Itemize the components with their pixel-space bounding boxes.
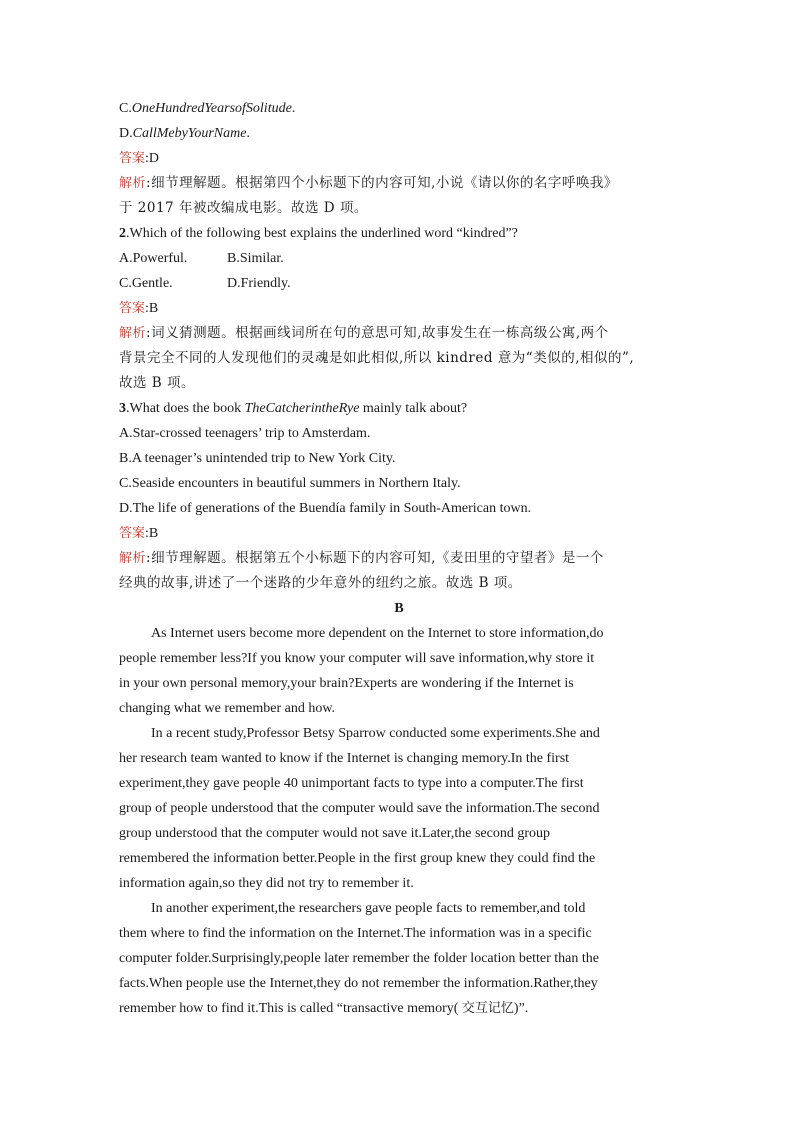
- analysis-text: :细节理解题。根据第五个小标题下的内容可知,《麦田里的守望者》是一个: [146, 550, 604, 566]
- q2-question: [119, 221, 679, 246]
- passage-text: )”.: [513, 1001, 529, 1016]
- q3-option-b: B.A teenager’s unintended trip to New York City.: [119, 451, 396, 466]
- passage-p1-line: As Internet users become more dependent on the Internet to store information,do: [151, 626, 604, 641]
- option-b: B.Similar.: [227, 251, 284, 266]
- q2-answer: [119, 296, 679, 321]
- option-d: D.Friendly.: [227, 276, 291, 291]
- q3-option-d: D.The life of generations of the Buendía family in South-American town.: [119, 501, 532, 516]
- passage-p3-line: computer folder.Surprisingly,people later remember the folder location better than the: [119, 951, 599, 966]
- q2-analysis-line-2: 背景完全不同的人发现他们的灵魂是如此相似,所以 kindred 意为“类似的,相似的”,: [119, 350, 635, 366]
- question-number: 2: [119, 226, 126, 241]
- answer-label: 答案: [119, 526, 146, 541]
- passage-p2-line: group understood that the computer would not save it.Later,the second group: [119, 826, 550, 841]
- punct: .: [291, 101, 296, 116]
- q2-options-row-2: [119, 271, 679, 296]
- passage-p3-line: facts.When people use the Internet,they do not remember the information.Rather,they: [119, 976, 598, 991]
- q2-analysis-line-3: 故选 B 项。: [119, 375, 196, 391]
- q3-option-a: A.Star-crossed teenagers’ trip to Amsterdam.: [119, 426, 371, 441]
- question-text: .Which of the following best explains the underlined word “kindred”?: [126, 226, 518, 241]
- option-letter: C.: [119, 101, 132, 116]
- passage-p2-line: group of people understood that the computer would save the information.The second: [119, 801, 600, 816]
- chinese-gloss: 交互记忆: [461, 1001, 514, 1016]
- document-page: [119, 96, 679, 1021]
- punct: .: [246, 126, 250, 141]
- passage-p1-line: changing what we remember and how.: [119, 701, 336, 716]
- q1-option-d: [119, 121, 679, 146]
- q2-analysis-line-1: [119, 321, 679, 346]
- book-title: TheCatcherintheRye: [244, 401, 360, 416]
- book-title: CallMebyYourName: [132, 126, 247, 141]
- analysis-label: 解析: [119, 326, 147, 341]
- q3-analysis-line-1: [119, 546, 679, 571]
- answer-value: :B: [145, 301, 159, 316]
- question-number: 3: [119, 401, 126, 416]
- passage-p3-line: them where to find the information on the Internet.The information was in a specific: [119, 926, 592, 941]
- question-text: mainly talk about?: [359, 401, 468, 416]
- passage-p2-line: experiment,they gave people 40 unimportant facts to type into a computer.The first: [119, 776, 584, 791]
- passage-p2-line: In a recent study,Professor Betsy Sparrow conducted some experiments.She and: [151, 726, 600, 741]
- passage-text: remember how to find it.This is called “transactive memory(: [119, 1001, 462, 1016]
- q3-analysis-line-2: 经典的故事,讲述了一个迷路的少年意外的纽约之旅。故选 B 项。: [119, 575, 522, 591]
- q1-answer: [119, 146, 679, 171]
- passage-p1-line: people remember less?If you know your computer will save information,why store it: [119, 651, 595, 666]
- answer-label: 答案: [119, 301, 146, 316]
- analysis-label: 解析: [119, 551, 147, 566]
- passage-p2-line: remembered the information better.People in the first group knew they could find the: [119, 851, 596, 866]
- q3-question: [119, 396, 679, 421]
- q1-analysis-line-2: 于 2017 年被改编成电影。故选 D 项。: [119, 200, 368, 216]
- passage-p2-line: information again,so they did not try to remember it.: [119, 876, 414, 891]
- question-text: .What does the book: [126, 401, 245, 416]
- option-letter: D.: [119, 126, 133, 141]
- q3-answer: [119, 521, 679, 546]
- passage-p3-line: In another experiment,the researchers gave people facts to remember,and told: [151, 901, 586, 916]
- passage-p3-line-last: [119, 996, 679, 1021]
- option-c: C.Gentle.: [119, 276, 173, 291]
- answer-value: :D: [145, 151, 160, 166]
- q1-option-c: [119, 96, 679, 121]
- analysis-text: :词义猜测题。根据画线词所在句的意思可知,故事发生在一栋高级公寓,两个: [146, 325, 609, 341]
- passage-p1-line: in your own personal memory,your brain?Experts are wondering if the Internet is: [119, 676, 574, 691]
- q1-analysis-line-1: [119, 171, 679, 196]
- option-a: A.Powerful.: [119, 251, 188, 266]
- q2-options-row-1: [119, 246, 679, 271]
- book-title: OneHundredYearsofSolitude: [131, 101, 292, 116]
- passage-p2-line: her research team wanted to know if the Internet is changing memory.In the first: [119, 751, 570, 766]
- answer-label: 答案: [119, 151, 146, 166]
- analysis-text: :细节理解题。根据第四个小标题下的内容可知,小说《请以你的名字呼唤我》: [146, 175, 618, 191]
- q3-option-c: C.Seaside encounters in beautiful summers in Northern Italy.: [119, 476, 461, 491]
- analysis-label: 解析: [119, 176, 147, 191]
- answer-value: :B: [145, 526, 159, 541]
- passage-heading: B: [394, 601, 404, 616]
